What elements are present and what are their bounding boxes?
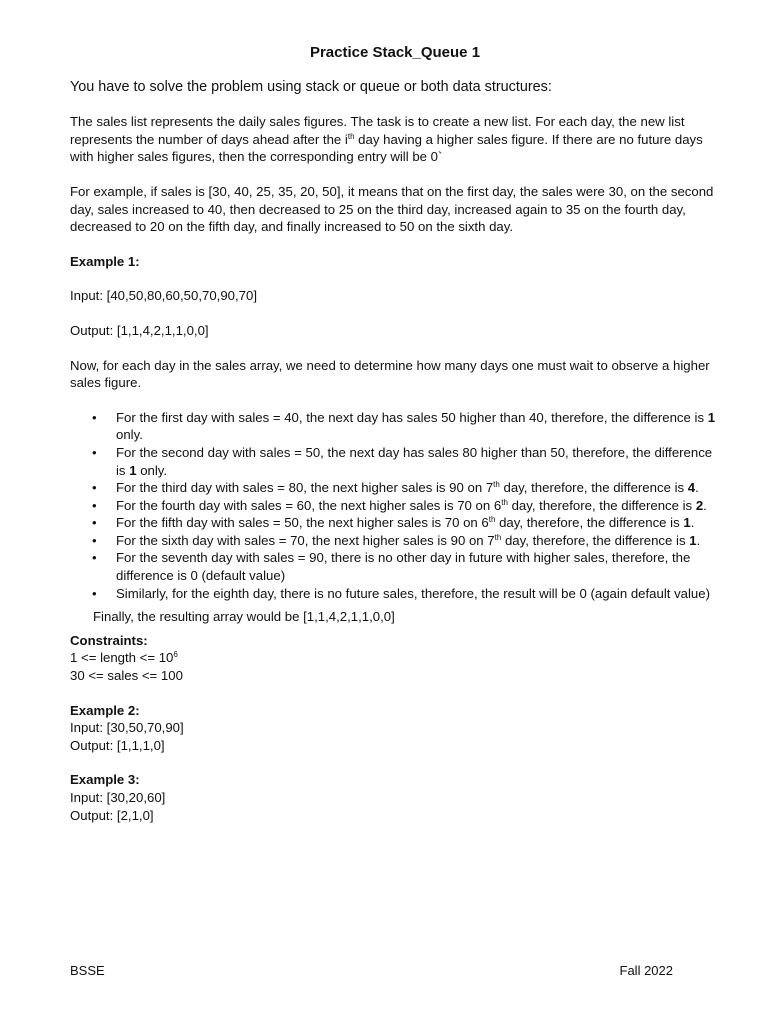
example1-output: Output: [1,1,4,2,1,1,0,0]	[70, 322, 209, 338]
example1-input: Input: [40,50,80,60,50,70,90,70]	[70, 288, 257, 304]
bullet-icon: •	[92, 585, 97, 601]
example-paragraph: For example, if sales is [30, 40, 25, 35, 20, 50], it means that on the first day, the sales were 30, on the second day, sales increased to 40, then decreased to 25 on the third day, increased again to 35 on the fourth day, decreased to 20 on the fifth day, and finally increased to 50 on the sixth day.	[70, 183, 714, 235]
constraint-length: 1 <= length <= $10^6$	[70, 650, 178, 666]
example1-heading: Example 1:	[70, 253, 140, 269]
problem-description: The sales list represents the daily sales figures. The task is to create a new list. For each day, the new list represents the number of days ahead after the $i^{th}$ day having a higher sales figure. If there are no future days with higher sales figures, then the corresponding entry will be 0`	[70, 114, 703, 165]
page-footer	[70, 963, 673, 978]
bullet-icon: •	[92, 550, 97, 566]
example2-heading: Example 2:	[70, 702, 140, 718]
document-page	[70, 44, 720, 824]
constraint-sales: 30 <= sales <= 100	[70, 668, 183, 684]
bullet-icon: •	[92, 480, 97, 496]
footer-left: BSSE	[70, 963, 105, 978]
example2-output: Output: [1,1,1,0]	[70, 737, 165, 753]
example3-heading: Example 3:	[70, 772, 140, 788]
list-item: • For the first day with sales = 40, the next day has sales 50 higher than 40, therefore, the difference is 1 only.	[92, 409, 716, 443]
list-item: • For the fourth day with sales = 60, the next higher sales is 70 on 6th day, therefore, the difference is 2.	[92, 497, 707, 513]
list-item: • For the seventh day with sales = 90, there is no other day in future with higher sales, therefore, the difference is 0 (default value)	[92, 550, 691, 584]
instruction: You have to solve the problem using stack or queue or both data structures:	[70, 78, 552, 95]
footer-right: Fall 2022	[619, 963, 673, 978]
explanation-list	[70, 409, 720, 603]
final-result: Finally, the resulting array would be [1,1,4,2,1,1,0,0]	[93, 609, 395, 625]
list-item: • For the fifth day with sales = 50, the next higher sales is 70 on 6th day, therefore, the difference is 1.	[92, 515, 695, 531]
constraints-heading: Constraints:	[70, 632, 148, 648]
bullet-icon: •	[92, 444, 97, 460]
list-item: • Similarly, for the eighth day, there is no future sales, therefore, the result will be 0 (again default value)	[92, 585, 710, 601]
bullet-icon: •	[92, 532, 97, 548]
page-title: Practice Stack_Queue 1	[309, 44, 481, 61]
example3-input: Input: [30,20,60]	[70, 790, 166, 805]
bullet-icon: •	[92, 497, 97, 513]
list-item: • For the third day with sales = 80, the next higher sales is 90 on 7th day, therefore, the difference is 4.	[92, 480, 699, 496]
bullet-icon: •	[92, 515, 97, 531]
example3-output: Output: [2,1,0]	[70, 807, 154, 823]
list-item: • For the sixth day with sales = 70, the next higher sales is 90 on 7th day, therefore, the difference is 1.	[92, 532, 701, 548]
bullet-icon: •	[92, 409, 97, 425]
explanation-paragraph: Now, for each day in the sales array, we need to determine how many days one must wait to observe a higher sales figure.	[70, 357, 710, 391]
list-item: • For the second day with sales = 50, the next day has sales 80 higher than 50, therefore, the difference is 1 only.	[92, 444, 713, 478]
example2-input: Input: [30,50,70,90]	[70, 720, 184, 736]
